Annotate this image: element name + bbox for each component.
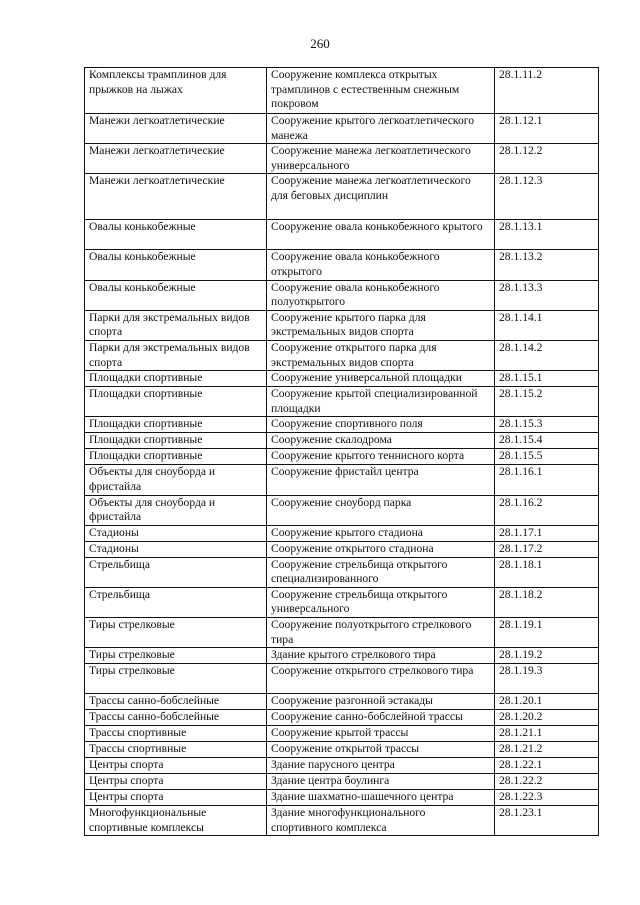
table-row — [85, 758, 599, 774]
facility-code-cell: 28.1.17.1 — [495, 525, 599, 541]
table-row — [85, 710, 599, 726]
table-row — [85, 525, 599, 541]
facility-name-cell: Сооружение открытого стрелкового тира — [267, 664, 495, 694]
facility-code-cell: 28.1.13.2 — [495, 250, 599, 280]
facility-type-cell: Манежи легкоатлетические — [85, 174, 267, 220]
facility-code-cell: 28.1.15.2 — [495, 387, 599, 417]
facility-type-cell: Центры спорта — [85, 774, 267, 790]
facility-type-cell: Площадки спортивные — [85, 371, 267, 387]
facility-name-cell: Здание многофункционального спортивного комплекса — [267, 806, 495, 836]
facility-code-cell: 28.1.21.2 — [495, 742, 599, 758]
table-row — [85, 250, 599, 280]
facility-name-cell: Сооружение стрельбища открытого специализированного — [267, 557, 495, 587]
facility-type-cell: Площадки спортивные — [85, 387, 267, 417]
facility-code-cell: 28.1.16.2 — [495, 495, 599, 525]
table-row — [85, 587, 599, 617]
table-row — [85, 433, 599, 449]
facility-name-cell: Сооружение универсальной площадки — [267, 371, 495, 387]
facility-name-cell: Сооружение крытой специализированной площадки — [267, 387, 495, 417]
facility-type-cell: Тиры стрелковые — [85, 648, 267, 664]
facility-name-cell: Здание шахматно-шашечного центра — [267, 790, 495, 806]
facility-code-cell: 28.1.22.1 — [495, 758, 599, 774]
page-number: 260 — [310, 36, 330, 51]
facility-code-cell: 28.1.20.1 — [495, 694, 599, 710]
facility-name-cell: Сооружение крытой трассы — [267, 726, 495, 742]
facility-code-cell: 28.1.22.2 — [495, 774, 599, 790]
facility-code-cell: 28.1.12.2 — [495, 144, 599, 174]
table-row — [85, 280, 599, 310]
facility-name-cell: Сооружение комплекса открытых трамплинов с естественным снежным покровом — [267, 68, 495, 114]
facility-type-cell: Парки для экстремальных видов спорта — [85, 310, 267, 340]
facility-name-cell: Здание крытого стрелкового тира — [267, 648, 495, 664]
facility-code-cell: 28.1.15.4 — [495, 433, 599, 449]
table-row — [85, 220, 599, 250]
table-row — [85, 114, 599, 144]
table-body — [85, 68, 599, 836]
facility-name-cell: Сооружение стрельбища открытого универсального — [267, 587, 495, 617]
facility-code-cell: 28.1.23.1 — [495, 806, 599, 836]
facility-name-cell: Сооружение открытого парка для экстремальных видов спорта — [267, 340, 495, 370]
table-row — [85, 387, 599, 417]
table-row — [85, 371, 599, 387]
facility-type-cell: Овалы конькобежные — [85, 250, 267, 280]
facility-code-cell: 28.1.21.1 — [495, 726, 599, 742]
facility-type-cell: Площадки спортивные — [85, 417, 267, 433]
facility-type-cell: Центры спорта — [85, 790, 267, 806]
facility-type-cell: Площадки спортивные — [85, 433, 267, 449]
table-row — [85, 726, 599, 742]
table-row — [85, 694, 599, 710]
facility-type-cell: Объекты для сноуборда и фристайла — [85, 465, 267, 495]
table-row — [85, 618, 599, 648]
facility-code-cell: 28.1.13.3 — [495, 280, 599, 310]
facility-type-cell: Манежи легкоатлетические — [85, 144, 267, 174]
facility-type-cell: Тиры стрелковые — [85, 618, 267, 648]
facility-type-cell: Овалы конькобежные — [85, 280, 267, 310]
facility-type-cell: Трассы санно-бобслейные — [85, 694, 267, 710]
facility-name-cell: Здание центра боулинга — [267, 774, 495, 790]
table-row — [85, 790, 599, 806]
facility-type-cell: Парки для экстремальных видов спорта — [85, 340, 267, 370]
facility-code-cell: 28.1.13.1 — [495, 220, 599, 250]
facility-code-cell: 28.1.14.2 — [495, 340, 599, 370]
table-row — [85, 806, 599, 836]
facility-code-cell: 28.1.17.2 — [495, 541, 599, 557]
facility-code-cell: 28.1.18.1 — [495, 557, 599, 587]
facility-name-cell: Сооружение спортивного поля — [267, 417, 495, 433]
facility-type-cell: Стадионы — [85, 525, 267, 541]
table-row — [85, 465, 599, 495]
facility-name-cell: Сооружение крытого стадиона — [267, 525, 495, 541]
facility-code-cell: 28.1.22.3 — [495, 790, 599, 806]
facility-name-cell: Сооружение сноуборд парка — [267, 495, 495, 525]
facility-code-cell: 28.1.19.3 — [495, 664, 599, 694]
table-row — [85, 557, 599, 587]
facility-type-cell: Стрельбища — [85, 587, 267, 617]
facility-register-table — [84, 67, 599, 836]
facility-code-cell: 28.1.16.1 — [495, 465, 599, 495]
table-row — [85, 417, 599, 433]
facility-type-cell: Трассы санно-бобслейные — [85, 710, 267, 726]
facility-code-cell: 28.1.15.5 — [495, 449, 599, 465]
facility-name-cell: Сооружение манежа легкоатлетического универсального — [267, 144, 495, 174]
facility-name-cell: Сооружение открытого стадиона — [267, 541, 495, 557]
facility-code-cell: 28.1.12.1 — [495, 114, 599, 144]
facility-code-cell: 28.1.15.1 — [495, 371, 599, 387]
facility-code-cell: 28.1.14.1 — [495, 310, 599, 340]
facility-name-cell: Сооружение овала конькобежного крытого — [267, 220, 495, 250]
facility-type-cell: Трассы спортивные — [85, 726, 267, 742]
facility-name-cell: Сооружение полуоткрытого стрелкового тира — [267, 618, 495, 648]
facility-type-cell: Центры спорта — [85, 758, 267, 774]
facility-code-cell: 28.1.11.2 — [495, 68, 599, 114]
facility-type-cell: Объекты для сноуборда и фристайла — [85, 495, 267, 525]
facility-type-cell: Стадионы — [85, 541, 267, 557]
facility-code-cell: 28.1.20.2 — [495, 710, 599, 726]
facility-code-cell: 28.1.19.2 — [495, 648, 599, 664]
facility-name-cell: Сооружение открытой трассы — [267, 742, 495, 758]
table-row — [85, 774, 599, 790]
facility-code-cell: 28.1.15.3 — [495, 417, 599, 433]
facility-code-cell: 28.1.12.3 — [495, 174, 599, 220]
facility-name-cell: Здание парусного центра — [267, 758, 495, 774]
facility-type-cell: Стрельбища — [85, 557, 267, 587]
facility-name-cell: Сооружение фристайл центра — [267, 465, 495, 495]
facility-name-cell: Сооружение крытого парка для экстремальных видов спорта — [267, 310, 495, 340]
table-row — [85, 68, 599, 114]
table-row — [85, 449, 599, 465]
facility-name-cell: Сооружение овала конькобежного открытого — [267, 250, 495, 280]
table-row — [85, 664, 599, 694]
facility-name-cell: Сооружение манежа легкоатлетического для беговых дисциплин — [267, 174, 495, 220]
table-row — [85, 144, 599, 174]
table-row — [85, 541, 599, 557]
facility-name-cell: Сооружение скалодрома — [267, 433, 495, 449]
table-row — [85, 174, 599, 220]
table-row — [85, 742, 599, 758]
table-row — [85, 340, 599, 370]
table-row — [85, 495, 599, 525]
facility-type-cell: Манежи легкоатлетические — [85, 114, 267, 144]
facility-name-cell: Сооружение крытого теннисного корта — [267, 449, 495, 465]
facility-type-cell: Трассы спортивные — [85, 742, 267, 758]
facility-type-cell: Тиры стрелковые — [85, 664, 267, 694]
facility-type-cell: Овалы конькобежные — [85, 220, 267, 250]
table-row — [85, 648, 599, 664]
facility-name-cell: Сооружение санно-бобслейной трассы — [267, 710, 495, 726]
facility-name-cell: Сооружение овала конькобежного полуоткрытого — [267, 280, 495, 310]
table-row — [85, 310, 599, 340]
facility-code-cell: 28.1.18.2 — [495, 587, 599, 617]
facility-type-cell: Многофункциональные спортивные комплексы — [85, 806, 267, 836]
facility-type-cell: Площадки спортивные — [85, 449, 267, 465]
facility-name-cell: Сооружение крытого легкоатлетического манежа — [267, 114, 495, 144]
facility-name-cell: Сооружение разгонной эстакады — [267, 694, 495, 710]
facility-type-cell: Комплексы трамплинов для прыжков на лыжах — [85, 68, 267, 114]
facility-code-cell: 28.1.19.1 — [495, 618, 599, 648]
